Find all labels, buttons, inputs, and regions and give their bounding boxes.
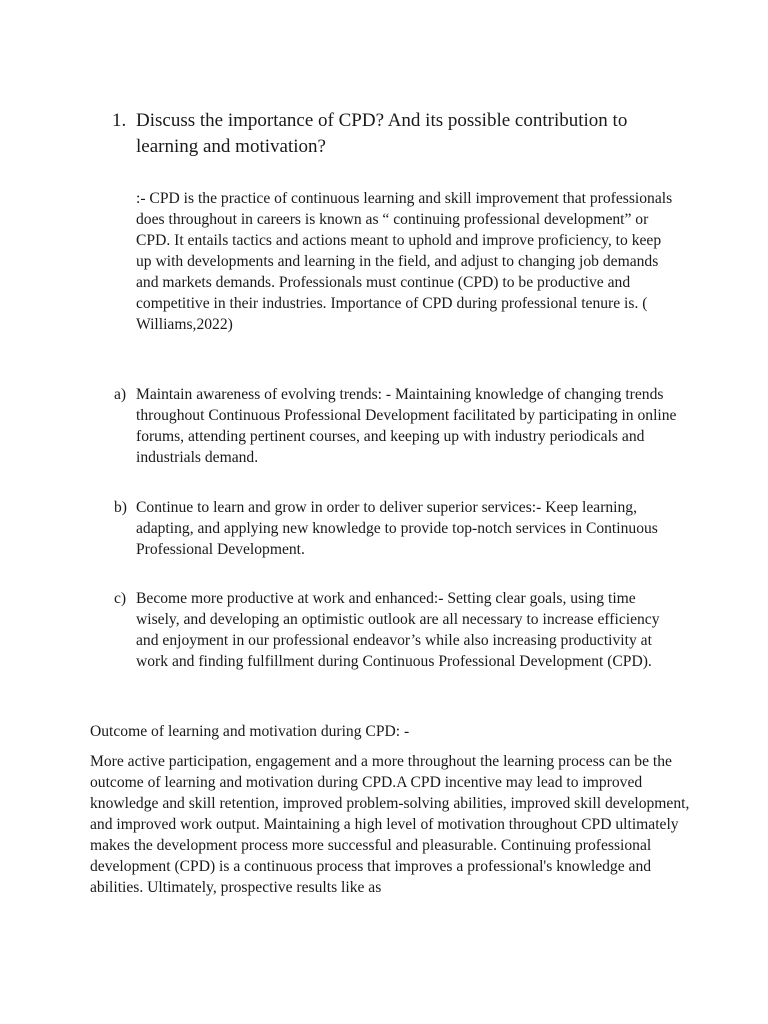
- list-item-text: Maintain awareness of evolving trends: - Maintaining knowledge of changing trends throughout Continuous Professional Development facilitated by participating in online forums, attending pertinent courses, and keeping up with industry periodicals and industrials demand.: [136, 386, 677, 466]
- list-item-c: [110, 588, 680, 672]
- list-item-text: Become more productive at work and enhanced:- Setting clear goals, using time wisely, and developing an optimistic outlook are all necessary to increase efficiency and enjoyment in our professional endeavor’s while also increasing productivity at work and finding fulfillment during Continuous Professional Development (CPD).: [136, 590, 660, 670]
- question-number: 1.: [112, 110, 127, 131]
- list-item-b: [110, 497, 680, 560]
- list-item-a: [110, 384, 680, 468]
- list-marker: b): [114, 499, 127, 516]
- list-marker: c): [114, 590, 127, 607]
- list-item-text: Continue to learn and grow in order to deliver superior services:- Keep learning, adapting, and applying new knowledge to provide top-notch services in Continuous Professional Development.: [136, 499, 658, 558]
- outcome-heading: Outcome of learning and motivation during CPD: -: [90, 723, 410, 740]
- question-1: [110, 108, 690, 160]
- intro-paragraph: :- CPD is the practice of continuous learning and skill improvement that professionals does throughout in careers is known as “ continuing professional development” or CPD. It entails tactics and actions meant to uphold and improve proficiency, to keep up with developments and learning in the field, and adjust to changing job demands and markets demands. Professionals must continue (CPD) to be productive and competitive in their industries. Importance of CPD during professional tenure is. ( Williams,2022): [136, 190, 673, 333]
- list-marker: a): [114, 386, 127, 403]
- outcome-paragraph: More active participation, engagement and a more throughout the learning process can be the outcome of learning and motivation during CPD.A CPD incentive may lead to improved knowledge and skill retention, improved problem-solving abilities, improved skill development, and improved work output. Maintaining a high level of motivation throughout CPD ultimately makes the development process more successful and pleasurable. Continuing professional development (CPD) is a continuous process that improves a professional's knowledge and abilities. Ultimately, prospective results like as: [90, 753, 690, 896]
- question-text: Discuss the importance of CPD? And its possible contribution to learning and motivation?: [136, 110, 628, 157]
